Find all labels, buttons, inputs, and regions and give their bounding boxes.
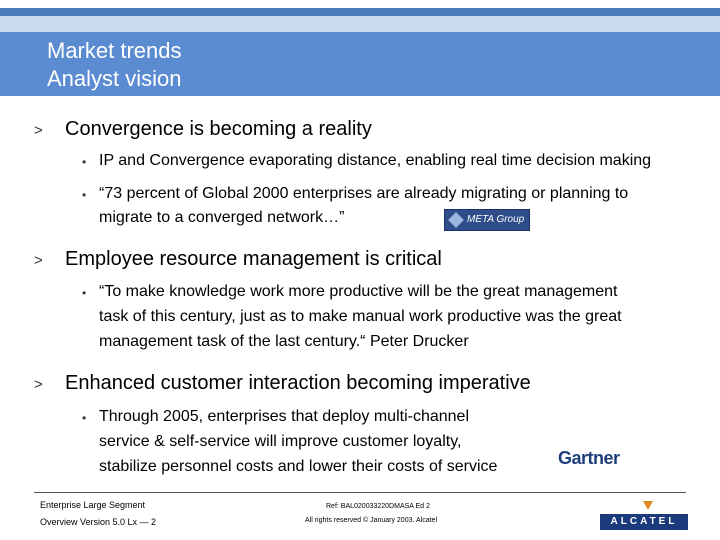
alcatel-arrow-icon <box>643 501 653 510</box>
footer-segment: Enterprise Large Segment <box>40 500 146 510</box>
section-heading-convergence: Convergence is becoming a reality <box>65 118 372 140</box>
footer-version: Overview Version 5.0 Lx — 2 <box>40 517 157 527</box>
section-marker: > <box>34 252 43 269</box>
bullet-icon: • <box>82 155 87 169</box>
point-text: stabilize personnel costs and lower their costs of service <box>99 458 498 475</box>
bullet-icon: • <box>82 286 87 300</box>
meta-gem-icon <box>448 212 464 228</box>
footer-reference: Ref: BAL020033220DMASA Ed 2 <box>326 503 430 510</box>
gartner-logo: Gartner <box>558 448 620 468</box>
slide-title-line-2: Analyst vision <box>47 66 182 91</box>
section-heading-customer: Enhanced customer interaction becoming imperative <box>65 372 531 394</box>
point-text: service & self-service will improve customer loyalty, <box>99 433 462 450</box>
alcatel-logo: ALCATEL <box>600 514 688 530</box>
footer-divider <box>34 492 686 493</box>
point-text: management task of the last century.“ Peter Drucker <box>99 333 469 350</box>
point-text: migrate to a converged network…” <box>99 209 345 226</box>
point-text: IP and Convergence evaporating distance, enabling real time decision making <box>99 152 652 169</box>
slide-title-line-1: Market trends <box>47 38 182 63</box>
section-marker: > <box>34 376 43 393</box>
section-heading-employee: Employee resource management is critical <box>65 248 442 270</box>
point-text: task of this century, just as to make manual work productive was the great <box>99 308 622 325</box>
footer-rights: All rights reserved © January 2003. Alcatel <box>305 517 438 524</box>
section-marker: > <box>34 122 43 139</box>
point-text: “To make knowledge work more productive will be the great management <box>99 283 618 300</box>
meta-group-logo-text: META Group <box>467 214 525 225</box>
point-text: Through 2005, enterprises that deploy multi-channel <box>99 408 469 425</box>
bullet-icon: • <box>82 411 87 425</box>
top-bar-dark <box>0 8 720 16</box>
point-text: “73 percent of Global 2000 enterprises are already migrating or planning to <box>99 185 629 202</box>
meta-group-logo <box>444 209 530 231</box>
bullet-icon: • <box>82 188 87 202</box>
top-bar-light <box>0 16 720 32</box>
